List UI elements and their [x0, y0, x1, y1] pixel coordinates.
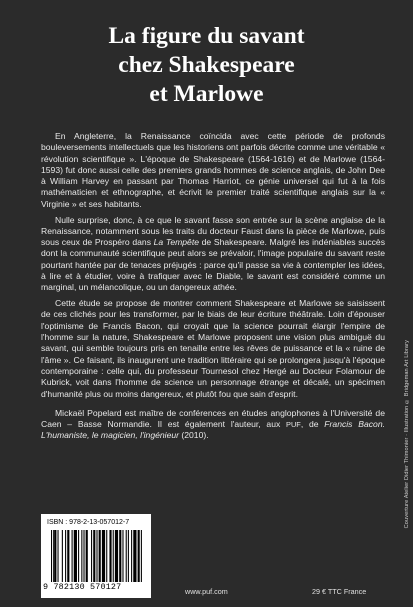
- blurb-paragraph-2-end: de Shakespeare. Malgré les indéniables succès dont la communauté scientifique peut alors se prévaloir, l'image populaire du savant reste pourtant hantée par de tenaces préjugés : parce qu'il passe sa vie à contempler les idées, à lire et à étudier, voire à trafiquer avec le Diable, le savant est considéré comme un marginal, un mélancolique, ou un dangereux athée.: [41, 237, 385, 293]
- author-bio-start: Mickaël Popelard est maître de conférences en études anglophones à l'Université de Caen – Basse Normandie. Il est également l'auteur, aux: [41, 407, 385, 430]
- barcode-bar: [51, 530, 52, 582]
- barcode-bar: [126, 530, 127, 582]
- title-line-3: et Marlowe: [149, 81, 264, 107]
- blurb-paragraph-2-start: Nulle surprise, donc, à ce que le savant fasse son entrée sur la scène anglaise de la Renaissance, notamment sous les traits du docteur Faust dans la pièce de Marlowe, puis sous ceux de Prospéro dans: [41, 214, 385, 248]
- barcode-bar: [115, 530, 118, 582]
- barcode-bar: [57, 530, 58, 582]
- barcode-bar: [54, 530, 56, 582]
- author-bio-end: (2010).: [179, 430, 209, 441]
- barcode-bar: [96, 530, 97, 582]
- play-title-la-tempete: La Tempête: [153, 237, 199, 248]
- barcode-bar: [128, 530, 129, 582]
- blurb: [41, 131, 385, 446]
- barcode-bar: [83, 530, 84, 582]
- publisher-website: www.puf.com: [185, 587, 228, 596]
- barcode-bar: [138, 530, 140, 582]
- barcode-box: [41, 514, 151, 598]
- barcode-bar: [81, 530, 82, 582]
- barcode-bar: [109, 530, 111, 582]
- blurb-paragraph-2: [41, 215, 385, 294]
- barcode-bar: [133, 530, 136, 582]
- isbn-label: ISBN : 978-2-13-057012-7: [47, 519, 130, 526]
- barcode-bar: [72, 530, 73, 582]
- barcode-bar: [78, 530, 79, 582]
- barcode-bar: [102, 530, 105, 582]
- barcode-bar: [119, 530, 121, 582]
- barcode-bar: [141, 530, 142, 582]
- barcode-bar: [91, 530, 92, 582]
- author-bio-mid: , de: [300, 419, 325, 430]
- barcode-bar: [131, 530, 132, 582]
- title-line-1: La figure du savant: [108, 23, 305, 49]
- barcode-bar: [122, 530, 123, 582]
- barcode-bar: [86, 530, 88, 582]
- barcode-bar: [113, 530, 114, 582]
- barcode-icon: [51, 530, 143, 582]
- author-bio: [41, 408, 385, 442]
- barcode-bar: [62, 530, 63, 582]
- blurb-paragraph-3: Cette étude se propose de montrer comment Shakespeare et Marlowe se saisissent de ces clichés pour les transformer, par le biais de leur écriture théâtrale. Loin d'épouser l'optimisme de Francis Bacon, qui croyait que la science pourrait élargir l'empire de l'homme sur la nature, Shakespeare et Marlowe proposent une vision plus ambiguë du savant, qui semble toujours pris en tenaille entre les rêves de puissance et la « ruine de l'âme ». Ce faisant, ils inaugurent une tradition littéraire qui se prolongera jusqu'à l'époque contemporaine : celle qui, du professeur Tournesol chez Hergé au Docteur Folamour de Kubrick, voit dans l'homme de science un personnage étrange et décalé, un spécimen d'humanité plus ou moins dangereux, et plutôt fou que sain d'esprit.: [41, 298, 385, 399]
- barcode-bar: [74, 530, 77, 582]
- blurb-paragraph-1: En Angleterre, la Renaissance coïncida avec cette période de profonds bouleversements intellectuels que les historiens ont parfois décrite comme une véritable « révolution scientifique ». L'époque de Shakespeare (1564-1616) et de Marlowe (1564-1593) fut donc aussi celle des premiers grands hommes de science anglais, de John Dee à William Harvey en passant par Thomas Harriot, ce génie universel qui fut à la fois mathématicien et ethnographe, et écrivit le premier traité scientifique anglais sur la « Virginie » et ses habitants.: [41, 131, 385, 209]
- price-label: 29 € TTC France: [312, 587, 367, 596]
- publisher-abbrev: PUF: [286, 420, 301, 430]
- barcode-bar: [65, 530, 66, 582]
- barcode-bar: [106, 530, 107, 582]
- title-line-2: chez Shakespeare: [118, 52, 295, 78]
- barcode-bar: [99, 530, 101, 582]
- ean-digits: 9 782130 570127: [43, 582, 122, 592]
- cover-credit: Couverture Atelier Didier Thimonier · Illustration © Bridgeman Art Library: [404, 340, 410, 529]
- other-book-title: Francis Bacon. L'humaniste, le magicien, l'ingénieur: [41, 419, 385, 441]
- book-title: [0, 22, 413, 109]
- barcode-bar: [67, 530, 69, 582]
- barcode-bar: [53, 530, 54, 582]
- barcode-bar: [93, 530, 95, 582]
